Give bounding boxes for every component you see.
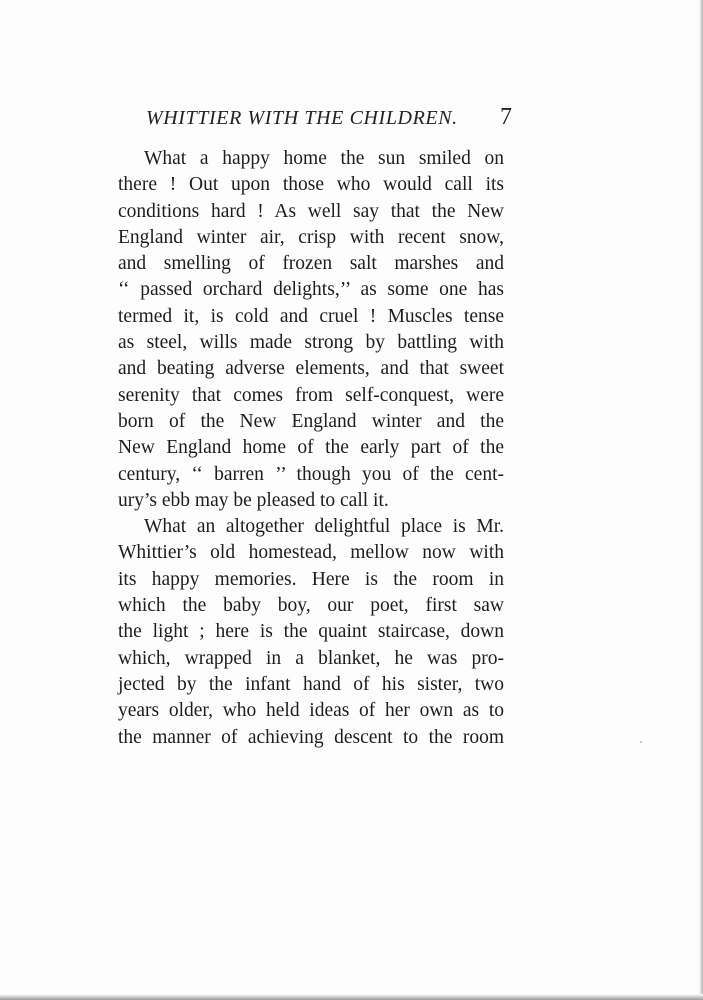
- paragraph-1: [118, 146, 504, 514]
- text-line: and beating adverse elements, and that sweet: [118, 358, 504, 380]
- text-line: What an altogether delightful place is Mr.: [144, 516, 504, 538]
- text-line: the light ; here is the quaint staircase, down: [118, 621, 504, 643]
- text-line: New England home of the early part of the: [118, 437, 504, 459]
- text-line: born of the New England winter and the: [118, 410, 504, 432]
- text-line: ury’s ebb may be pleased to call it.: [118, 489, 389, 511]
- text-line: ‘‘ passed orchard delights,’’ as some one has: [118, 279, 504, 301]
- text-line: What a happy home the sun smiled on: [144, 148, 504, 169]
- text-line: England winter air, crisp with recent snow,: [118, 226, 504, 248]
- text-line: century, ‘‘ barren ’’ though you of the cent-: [118, 463, 504, 485]
- paragraph-2: [118, 514, 504, 751]
- text-line: which the baby boy, our poet, first saw: [118, 595, 504, 617]
- text-line: jected by the infant hand of his sister, two: [118, 673, 504, 695]
- text-line: its happy memories. Here is the room in: [118, 568, 504, 590]
- page-number: 7: [500, 104, 512, 130]
- text-line: which, wrapped in a blanket, he was pro-: [118, 647, 504, 669]
- text-line: the manner of achieving descent to the room: [118, 726, 504, 748]
- text-line: termed it, is cold and cruel ! Muscles tense: [118, 305, 504, 327]
- running-title: WHITTIER WITH THE CHILDREN.: [146, 107, 458, 129]
- page-edge-bottom: [0, 994, 703, 1000]
- page-edge-right: [699, 0, 703, 1000]
- text-line: there ! Out upon those who would call its: [118, 174, 504, 196]
- text-line: as steel, wills made strong by battling with: [118, 332, 504, 354]
- text-line: serenity that comes from self-conquest, were: [118, 384, 504, 406]
- paper-speck: [640, 741, 642, 743]
- text-line: Whittier’s old homestead, mellow now with: [118, 542, 504, 564]
- text-line: and smelling of frozen salt marshes and: [118, 253, 504, 275]
- text-line: years older, who held ideas of her own as to: [118, 700, 504, 722]
- body-text: [118, 146, 504, 751]
- text-line: conditions hard ! As well say that the New: [118, 200, 504, 222]
- running-head: [146, 104, 512, 134]
